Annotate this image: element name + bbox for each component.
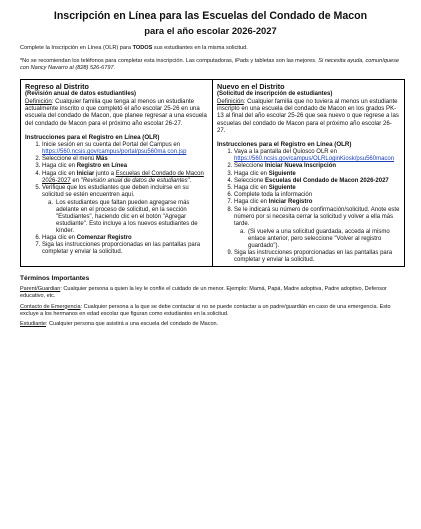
- new-definition-text: : Cualquier familia que no tuviera al menos un estudiante inscripto en una escuela del condado de Macon en los grados PK-13 al final del año escolar 25-26 que sea nuevo o que regrese a las escuelas del condado de Macon para el próximo año escolar 26-27.: [217, 97, 399, 134]
- new-step-4-text: Seleccione: [234, 177, 266, 184]
- intro-line1-prefix: Complete la Inscripción en Línea (OLR) para: [20, 45, 133, 51]
- term-parent-guardian-label: Parent/Guardian: [20, 285, 61, 292]
- new-step-5-text: Haga clic en: [234, 185, 269, 192]
- new-step-4-bold: Escuelas del Condado de Macon 2026-2027: [265, 177, 389, 184]
- new-step-9: 9. Siga las instrucciones proporcionadas en las pantallas para completar y enviar la solicitud.: [234, 250, 400, 264]
- registration-columns-table: [20, 79, 405, 267]
- term-emergency-contact: [20, 304, 401, 319]
- new-step-5: [234, 185, 400, 192]
- new-definition-label: Definición: [217, 97, 244, 105]
- returning-step-5: [42, 185, 208, 235]
- returning-definition: [25, 98, 208, 127]
- new-step-2-bold: Iniciar Nueva Inscripción: [265, 163, 337, 170]
- new-definition: [217, 98, 400, 134]
- returning-step-4-bold: Iniciar: [76, 170, 95, 177]
- returning-step-1: [42, 142, 208, 156]
- returning-step-2-text: Seleccione el menú: [42, 156, 97, 163]
- new-heading: Nuevo en el Distrito: [217, 81, 285, 91]
- intro-note: [20, 58, 401, 73]
- new-step-2-text: Seleccione: [234, 163, 266, 170]
- new-step-8-sublist: [234, 229, 400, 250]
- returning-step-1-text: Inicie sesión en su cuenta del Portal del Campus en: [42, 142, 181, 148]
- returning-column: [21, 79, 213, 266]
- new-step-3-text: Haga clic en: [234, 170, 269, 177]
- returning-step-4: [42, 171, 208, 185]
- new-step-8-text: Se le indicará su número de confirmación/solicitud. Anote este número por si necesita cerrar la solicitud y volver a ella más tarde.: [234, 206, 400, 227]
- page-subtitle: para el año escolar 2026-2027: [144, 25, 277, 36]
- new-step-1: [234, 149, 400, 163]
- returning-step-5a: a. Los estudiantes que faltan pueden agregarse más adelante en el proceso de solicitud, en la sección "Estudiantes", haciendo clic en el botón "Agregar estudiante". Esto incluye a los nuevos estudiantes de kínder.: [48, 200, 208, 235]
- intro-note-text: *No se recomiendan los teléfonos para completar esta inscripción. Las computadoras, iPads y tabletas son las mejores.: [20, 58, 319, 64]
- term-student-text: : Cualquier persona que asistirá a una escuela del condado de Macon.: [46, 321, 219, 328]
- new-step-3-bold: Siguiente: [268, 170, 296, 177]
- returning-step-2: [42, 156, 208, 163]
- new-steps-list: [217, 149, 400, 264]
- term-emergency-contact-text: : Cualquier persona a la que se debe contactar si no se puede contactar a un padre/guardián en caso de una emergencia. Esto excluye a los hermanos en edad escolar que figuran como estudiantes en la solicitud.: [20, 303, 391, 317]
- new-step-7-text: Haga clic en: [234, 199, 269, 206]
- intro-note-help: Si necesita ayuda, comuníquese con Nancy Navarro al (828) 526-6797.: [20, 58, 400, 72]
- returning-step-6: [42, 235, 208, 242]
- returning-step-3-text: Haga clic en: [42, 163, 77, 170]
- returning-step-5-text: Verifique que los estudiantes que deben incluirse en su solicitud se estén encuentren aquí.: [42, 184, 189, 198]
- term-parent-guardian-text: : Cualquier persona a quien la ley le confíe el cuidado de un menor. Ejemplo: Mamá, Papá, Madre adoptiva, Padre adoptivo, Defensor educativo, etc.: [20, 285, 387, 300]
- term-parent-guardian: [20, 286, 401, 301]
- returning-step-6-text: Haga clic en: [42, 234, 77, 241]
- olr-kiosk-link[interactable]: https://560.ncsis.gov/campus/OLRLoginKiosk/psu560macon: [234, 156, 395, 163]
- returning-step-4-after: en ": [70, 177, 83, 184]
- returning-step-4-italic: Revisión anual de datos de estudiantes: [82, 177, 188, 184]
- intro-instruction: [20, 45, 401, 52]
- new-instructions-heading: Instrucciones para el Registro en Línea (OLR): [217, 141, 352, 149]
- intro-line1-bold: TODOS: [132, 45, 153, 51]
- new-step-1-text: Vaya a la pantalla del Quiosco OLR en: [234, 149, 337, 156]
- returning-step-4-under: Escuelas del Condado de Macon 2026-2027: [42, 170, 204, 184]
- new-step-8a: a. (Si vuelve a una solicitud guardada, acceda al mismo enlace anterior, pero seleccione "Volver al registro guardado").: [240, 229, 400, 250]
- term-emergency-contact-label: Contacto de Emergencia: [20, 303, 81, 310]
- returning-step-2-bold: Más: [96, 156, 108, 163]
- returning-definition-text: : Cualquier familia que tenga al menos un estudiante actualmente inscrito o que completó el año escolar 25-26 en una escuela del condado de Macon, que planee regresar a una escuela del condado de Macon para el próximo año escolar 26-27.: [25, 97, 207, 127]
- returning-subheading: (Revisión anual de datos estudiantiles): [25, 90, 137, 97]
- term-student: [20, 321, 401, 328]
- intro-line1-suffix: sus estudiantes en la misma solicitud.: [152, 45, 248, 51]
- new-step-6: 6. Complete toda la información: [234, 192, 400, 199]
- new-step-4: [234, 178, 400, 185]
- terms-heading: Términos Importantes: [20, 274, 90, 282]
- returning-step-4-mid: junto a: [94, 170, 116, 177]
- new-step-7: [234, 199, 400, 206]
- returning-definition-label: Definición: [25, 97, 52, 105]
- new-step-2: [234, 163, 400, 170]
- returning-step-3-bold: Registro en Línea: [76, 163, 128, 170]
- new-step-3: [234, 171, 400, 178]
- page-title: Inscripción en Línea para las Escuelas del Condado de Macon: [53, 10, 368, 22]
- term-student-label: Estudiante: [20, 321, 46, 328]
- returning-step-3: [42, 163, 208, 170]
- new-column: [213, 79, 405, 266]
- campus-portal-link[interactable]: https://560.ncsis.gov/campus/portal/psu560ma con.jsp: [42, 149, 187, 155]
- returning-step-5-sublist: [42, 200, 208, 235]
- returning-instructions-heading: Instrucciones para el Registro en Línea (OLR): [25, 134, 160, 141]
- new-subheading: (Solicitud de inscripción de estudiantes): [217, 90, 333, 97]
- returning-step-4-end: ".: [187, 177, 192, 184]
- new-step-8: [234, 207, 400, 250]
- new-step-7-bold: Iniciar Registro: [268, 199, 313, 206]
- returning-step-6-bold: Comenzar Registro: [76, 234, 132, 241]
- new-step-5-bold: Siguiente: [268, 185, 296, 192]
- returning-heading: Regreso al Distrito: [25, 81, 89, 91]
- returning-step-4-text: Haga clic en: [42, 170, 77, 177]
- returning-step-7: 7. Siga las instrucciones proporcionadas en las pantallas para completar y enviar la solicitud.: [42, 242, 208, 256]
- returning-steps-list: [25, 142, 208, 256]
